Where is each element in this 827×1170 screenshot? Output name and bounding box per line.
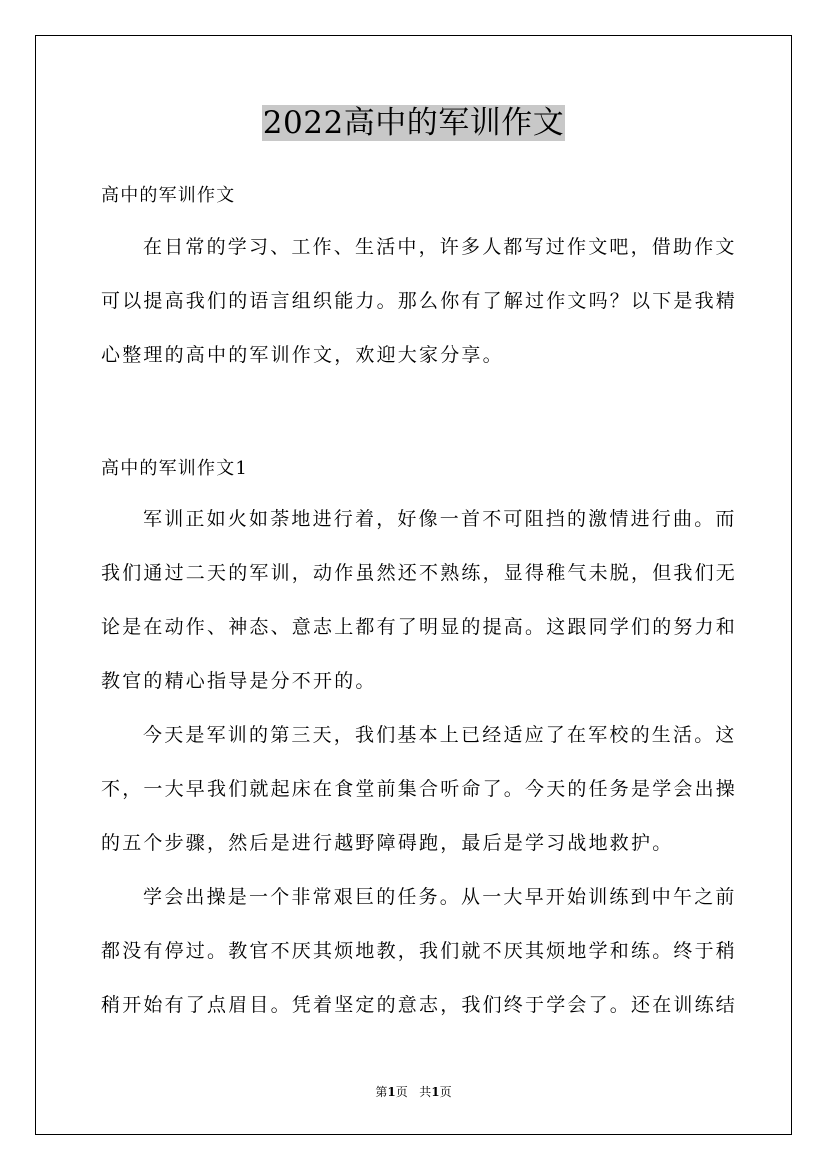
- paragraph-line: 我们通过二天的军训，动作虽然还不熟练，显得稚气未脱，但我们无: [101, 562, 738, 584]
- page-total: 共1页: [419, 1085, 452, 1099]
- document-title-text: 2022高中的军训作文: [262, 105, 565, 141]
- document-subtitle: 高中的军训作文: [101, 185, 236, 206]
- section-heading: 高中的军训作文1: [101, 458, 249, 479]
- body-paragraph-1: [101, 505, 738, 721]
- page-number: 第1页: [375, 1085, 408, 1099]
- paragraph-line: 论是在动作、神态、意志上都有了明显的提高。这跟同学们的努力和: [101, 616, 738, 638]
- body-paragraph-2: [101, 721, 738, 883]
- paragraph-line: 学会出操是一个非常艰巨的任务。从一大早开始训练到中午之前: [143, 886, 737, 908]
- intro-paragraph: [101, 233, 738, 395]
- paragraph-line: 军训正如火如荼地进行着，好像一首不可阻挡的激情进行曲。而: [143, 508, 737, 530]
- paragraph-line: 稍开始有了点眉目。凭着坚定的意志，我们终于学会了。还在训练结: [101, 994, 738, 1016]
- body-paragraph-3: [101, 883, 738, 1045]
- paragraph-line: 都没有停过。教官不厌其烦地教，我们就不厌其烦地学和练。终于稍: [101, 940, 738, 962]
- paragraph-line: 的五个步骤，然后是进行越野障碍跑，最后是学习战地救护。: [101, 832, 674, 854]
- paragraph-line: 今天是军训的第三天，我们基本上已经适应了在军校的生活。这: [143, 724, 737, 746]
- paragraph-line: 教官的精心指导是分不开的。: [101, 670, 377, 692]
- document-title: [0, 103, 827, 148]
- paragraph-line: 在日常的学习、工作、生活中，许多人都写过作文吧，借助作文: [143, 236, 737, 258]
- paragraph-line: 心整理的高中的军训作文，欢迎大家分享。: [101, 344, 504, 366]
- paragraph-line: 可以提高我们的语言组织能力。那么你有了解过作文吗？以下是我精: [101, 290, 738, 312]
- page-footer: [0, 1082, 827, 1102]
- paragraph-line: 不，一大早我们就起床在食堂前集合听命了。今天的任务是学会出操: [101, 778, 738, 800]
